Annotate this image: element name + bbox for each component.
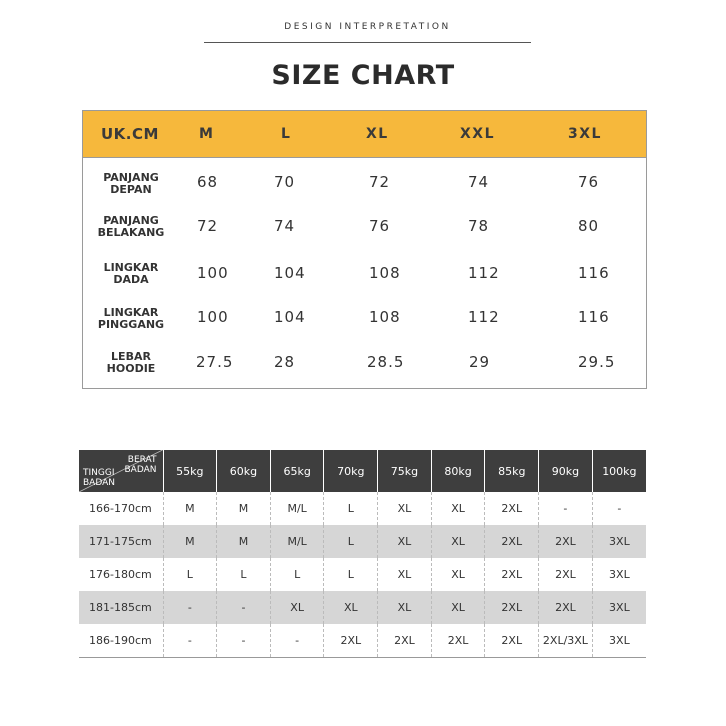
- fit-cell: 2XL: [324, 624, 378, 657]
- size-value: 108: [369, 264, 401, 282]
- fit-cell: -: [217, 591, 271, 624]
- fit-cell: XL: [378, 492, 432, 525]
- row-label: LINGKAR PINGGANG: [97, 306, 165, 331]
- weight-header: 55kg: [163, 450, 217, 492]
- weight-header: 75kg: [378, 450, 432, 492]
- size-value: 29.5: [578, 353, 616, 371]
- fit-cell: XL: [431, 525, 485, 558]
- size-row-panjang-belakang: [83, 211, 646, 257]
- fit-cell: -: [163, 591, 217, 624]
- size-header-xl: XL: [366, 126, 389, 142]
- fit-cell: 2XL: [485, 525, 539, 558]
- fit-cell: L: [163, 558, 217, 591]
- height-cell: 181-185cm: [79, 591, 163, 624]
- size-value: 108: [369, 308, 401, 326]
- fit-cell: XL: [378, 591, 432, 624]
- corner-height-label: TINGGI BADAN: [83, 468, 115, 488]
- height-cell: 186-190cm: [79, 624, 163, 657]
- fit-cell: M: [163, 525, 217, 558]
- fit-cell: 2XL: [378, 624, 432, 657]
- size-value: 80: [578, 217, 600, 235]
- fit-cell: L: [270, 558, 324, 591]
- size-chart: [82, 110, 647, 389]
- fit-cell: 2XL: [539, 558, 593, 591]
- size-value: 74: [468, 173, 490, 191]
- weight-header: 85kg: [485, 450, 539, 492]
- size-value: 116: [578, 264, 610, 282]
- size-value: 100: [197, 308, 229, 326]
- row-label: PANJANG DEPAN: [103, 171, 159, 196]
- fit-cell: M: [163, 492, 217, 525]
- size-value: 76: [369, 217, 391, 235]
- fit-cell: 3XL: [592, 591, 646, 624]
- height-cell: 171-175cm: [79, 525, 163, 558]
- size-value: 104: [274, 308, 306, 326]
- weight-header: 80kg: [431, 450, 485, 492]
- size-row-lingkar-pinggang: [83, 304, 646, 350]
- fit-cell: 2XL/3XL: [539, 624, 593, 657]
- fit-cell: 3XL: [592, 525, 646, 558]
- table-row: [79, 624, 646, 657]
- fit-cell: 2XL: [485, 492, 539, 525]
- header-divider: [204, 42, 531, 43]
- size-value: 104: [274, 264, 306, 282]
- fit-cell: 2XL: [485, 591, 539, 624]
- corner-weight-label: BERAT BADAN: [124, 455, 157, 475]
- page-title: SIZE CHART: [271, 60, 455, 91]
- fit-table: [79, 450, 646, 658]
- fit-cell: 2XL: [431, 624, 485, 657]
- table-row: [79, 591, 646, 624]
- height-cell: 166-170cm: [89, 502, 152, 515]
- size-value: 27.5: [196, 353, 234, 371]
- weight-header: 60kg: [217, 450, 271, 492]
- fit-cell: L: [324, 525, 378, 558]
- table-row: [79, 525, 646, 558]
- fit-cell: M: [217, 492, 271, 525]
- corner-cell: [79, 450, 163, 492]
- size-value: 112: [468, 264, 500, 282]
- weight-header: 70kg: [324, 450, 378, 492]
- fit-cell: 2XL: [539, 525, 593, 558]
- header-label: DESIGN INTERPRETATION: [284, 22, 451, 32]
- fit-cell: XL: [324, 591, 378, 624]
- size-value: 78: [468, 217, 490, 235]
- row-label: LEBAR HOODIE: [106, 350, 156, 375]
- size-chart-header: [83, 111, 646, 158]
- size-value: 70: [274, 173, 296, 191]
- size-value: 28: [274, 353, 296, 371]
- fit-cell: 2XL: [485, 558, 539, 591]
- size-value: 72: [197, 217, 219, 235]
- weight-header: 90kg: [539, 450, 593, 492]
- row-label: LINGKAR DADA: [103, 261, 159, 286]
- weight-header: 65kg: [270, 450, 324, 492]
- fit-cell: XL: [378, 525, 432, 558]
- fit-cell: 3XL: [592, 558, 646, 591]
- fit-cell: XL: [378, 558, 432, 591]
- size-value: 116: [578, 308, 610, 326]
- size-row-lingkar-dada: [83, 258, 646, 304]
- table-row: [79, 492, 646, 525]
- size-value: 28.5: [367, 353, 405, 371]
- fit-cell: 2XL: [539, 591, 593, 624]
- fit-cell: M/L: [270, 525, 324, 558]
- fit-cell: L: [324, 492, 378, 525]
- size-header-xxl: XXL: [460, 126, 496, 142]
- table-row: [79, 558, 646, 591]
- size-row-lebar-hoodie: [83, 347, 646, 393]
- fit-cell: XL: [431, 591, 485, 624]
- fit-cell: XL: [431, 558, 485, 591]
- size-value: 68: [197, 173, 219, 191]
- fit-cell: M/L: [270, 492, 324, 525]
- fit-cell: M: [217, 525, 271, 558]
- size-header-3xl: 3XL: [568, 126, 602, 142]
- size-value: 74: [274, 217, 296, 235]
- fit-cell: -: [163, 624, 217, 657]
- fit-cell: L: [324, 558, 378, 591]
- size-value: 100: [197, 264, 229, 282]
- fit-cell: XL: [270, 591, 324, 624]
- fit-table-header: [79, 450, 646, 492]
- weight-header: 100kg: [592, 450, 646, 492]
- size-value: 72: [369, 173, 391, 191]
- fit-cell: -: [270, 624, 324, 657]
- fit-cell: -: [217, 624, 271, 657]
- fit-cell: 3XL: [592, 624, 646, 657]
- fit-cell: 2XL: [485, 624, 539, 657]
- size-header-l: L: [281, 126, 292, 142]
- row-label: PANJANG BELAKANG: [97, 214, 165, 239]
- fit-cell: XL: [431, 492, 485, 525]
- size-value: 76: [578, 173, 600, 191]
- fit-cell: -: [539, 492, 593, 525]
- size-header-m: M: [199, 126, 215, 142]
- size-value: 29: [469, 353, 491, 371]
- height-cell: 176-180cm: [89, 568, 152, 581]
- size-value: 112: [468, 308, 500, 326]
- fit-cell: -: [592, 492, 646, 525]
- fit-cell: L: [217, 558, 271, 591]
- size-row-panjang-depan: [83, 167, 646, 213]
- unit-label: UK.CM: [101, 125, 159, 143]
